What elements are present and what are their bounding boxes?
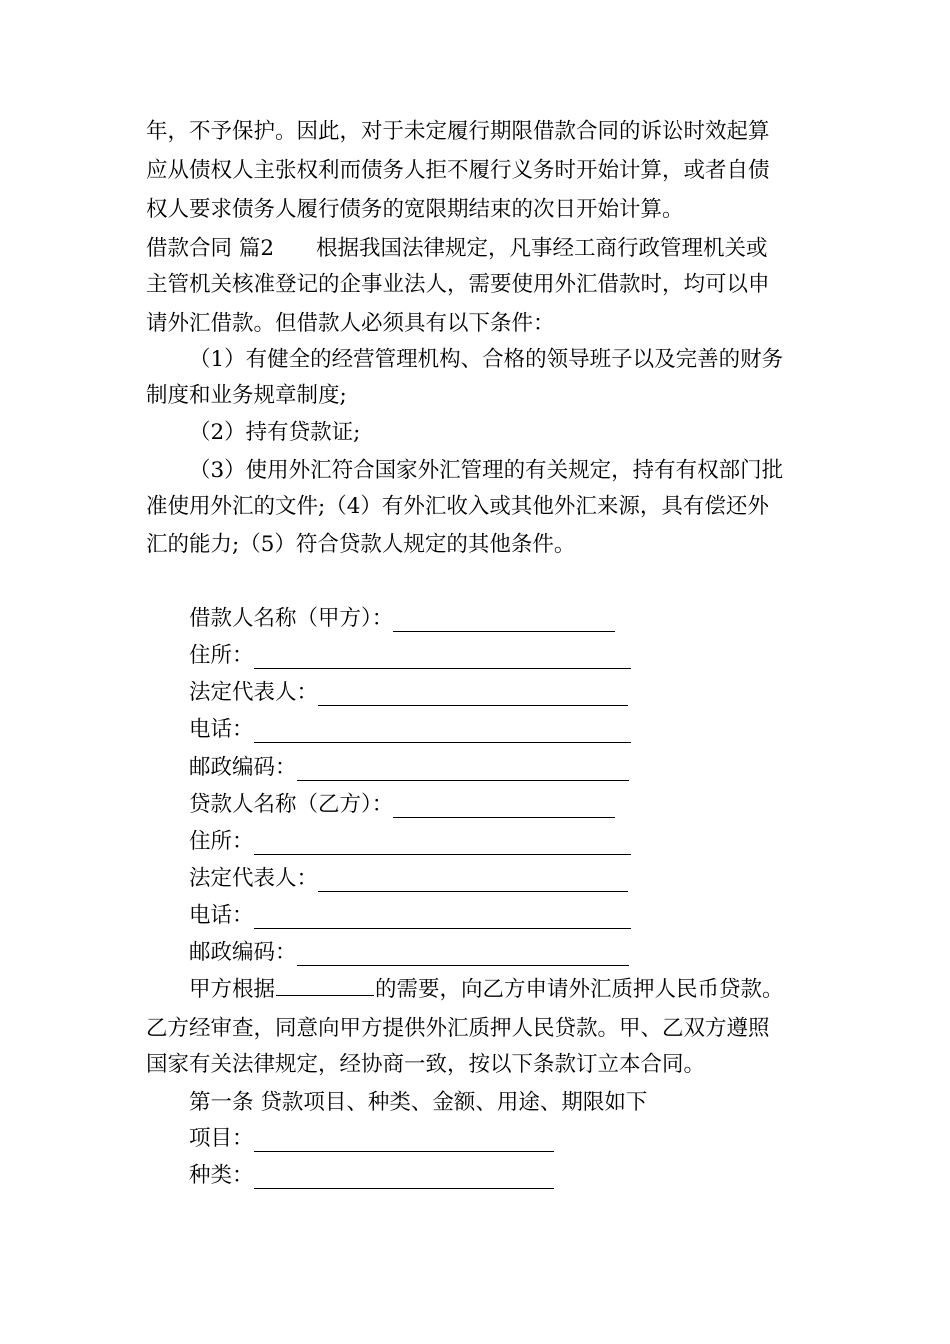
field-label: 电话： <box>189 717 254 742</box>
field-label: 项目： <box>189 1126 254 1151</box>
condition-item-continued: 制度和业务规章制度; <box>146 383 347 408</box>
fill-in-blank[interactable] <box>254 827 631 855</box>
section-heading: 借款合同 篇2 <box>146 236 275 261</box>
purpose-blank[interactable] <box>276 971 374 996</box>
fill-in-blank[interactable] <box>318 864 628 892</box>
section-heading-line <box>146 230 768 268</box>
field-label: 住所： <box>189 643 254 668</box>
condition-item-continued: 准使用外汇的文件;（4）有外汇收入或其他外汇来源，具有偿还外 <box>146 494 769 519</box>
agreement-text: 甲方根据 <box>189 977 276 1002</box>
field-label: 电话： <box>189 903 254 928</box>
lender-representative-field <box>189 860 628 898</box>
article-heading: 第一条 贷款项目、种类、金额、用途、期限如下 <box>189 1090 648 1115</box>
fill-in-blank[interactable] <box>254 1124 554 1152</box>
section-intro-text: 根据我国法律规定，凡事经工商行政管理机关或 <box>316 236 768 261</box>
paragraph-line: 应从债权人主张权利而债务人拒不履行义务时开始计算，或者自债 <box>146 158 770 183</box>
borrower-representative-field <box>189 674 628 712</box>
project-field <box>189 1120 554 1158</box>
paragraph-line: 年，不予保护。因此，对于未定履行期限借款合同的诉讼时效起算 <box>146 119 770 144</box>
paragraph-line: 请外汇借款。但借款人必须具有以下条件： <box>146 311 555 336</box>
agreement-line: 国家有关法律规定，经协商一致，按以下条款订立本合同。 <box>146 1052 706 1077</box>
field-label: 邮政编码： <box>189 940 297 965</box>
agreement-line: 乙方经审查，同意向甲方提供外汇质押人民贷款。甲、乙双方遵照 <box>146 1016 770 1041</box>
lender-phone-field <box>189 897 631 935</box>
field-label: 种类： <box>189 1163 254 1188</box>
lender-name-field <box>189 786 615 824</box>
borrower-name-field <box>189 600 615 638</box>
lender-zip-field <box>189 934 629 972</box>
fill-in-blank[interactable] <box>254 715 631 743</box>
lender-address-field <box>189 823 631 861</box>
fill-in-blank[interactable] <box>254 1161 554 1189</box>
field-label: 借款人名称（甲方）： <box>189 606 394 631</box>
fill-in-blank[interactable] <box>297 938 629 966</box>
paragraph-line: 主管机关核准登记的企事业法人，需要使用外汇借款时，均可以申 <box>146 272 770 297</box>
fill-in-blank[interactable] <box>254 901 631 929</box>
type-field <box>189 1157 554 1195</box>
borrower-address-field <box>189 637 631 675</box>
fill-in-blank[interactable] <box>318 678 628 706</box>
condition-item-continued: 汇的能力;（5）符合贷款人规定的其他条件。 <box>146 532 576 557</box>
borrower-phone-field <box>189 711 631 749</box>
paragraph-line: 权人要求债务人履行债务的宽限期结束的次日开始计算。 <box>146 197 684 222</box>
condition-item: （1）有健全的经营管理机构、合格的领导班子以及完善的财务 <box>189 347 784 372</box>
field-label: 法定代表人： <box>189 866 319 891</box>
fill-in-blank[interactable] <box>254 641 631 669</box>
fill-in-blank[interactable] <box>393 790 615 818</box>
fill-in-blank[interactable] <box>297 753 629 781</box>
agreement-text: 的需要，向乙方申请外汇质押人民币贷款。 <box>375 977 784 1002</box>
field-label: 贷款人名称（乙方）： <box>189 792 394 817</box>
condition-item: （2）持有贷款证; <box>189 420 361 445</box>
field-label: 法定代表人： <box>189 680 319 705</box>
field-label: 邮政编码： <box>189 755 297 780</box>
condition-item: （3）使用外汇符合国家外汇管理的有关规定，持有有权部门批 <box>189 458 784 483</box>
borrower-zip-field <box>189 749 629 787</box>
fill-in-blank[interactable] <box>393 604 615 632</box>
field-label: 住所： <box>189 829 254 854</box>
agreement-line <box>189 971 784 1009</box>
